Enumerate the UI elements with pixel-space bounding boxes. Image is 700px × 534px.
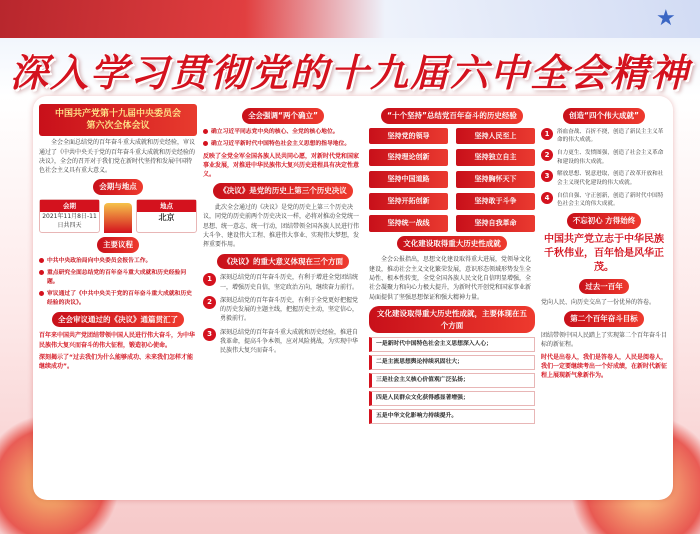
achievement-text: 解放思想、锐意进取，创造了改革开放和社会主义现代化建设的伟大成就。 [557,171,664,186]
persist-item: 坚持独立自主 [456,149,535,166]
column-experience [369,104,535,492]
resolution-point-1: 百年来中国共产党团结带领中国人民进行伟大奋斗，为中华民族伟大复兴而奋斗的伟大征程，锻造初心使命。 [39,332,196,349]
session-intro: 全会全面总结党的百年奋斗重大成就和历史经验，审议通过了《中共中央关于党的百年奋斗重大成就和历史经验的决议》，全会的召开对于我们党在新时代坚持和发展中国特色社会主义具有重大意义。 [39,139,196,175]
achievement-item [541,149,667,166]
ten-persist-grid [369,128,535,232]
significance-item [203,328,363,356]
podium-icon [104,203,132,233]
persist-item: 坚持统一战线 [369,215,448,232]
agenda-pill: 主要议程 [97,237,139,253]
culture-pill: 文化建设取得重大历史性成就 [397,236,507,252]
content-panel [33,96,673,500]
achievement-item [541,192,667,209]
number-badge: 2 [203,296,216,309]
aspect-item: 四是人民群众文化获得感显著增强； [369,391,535,406]
second-goal-text: 团结带领中国人民踏上了实现第二个百年奋斗目标的新征程。 [541,332,668,349]
number-badge: 1 [541,128,553,140]
second-goal-pill: 第二个百年奋斗目标 [564,311,644,327]
final-text: 时代是出卷人，我们是答卷人，人民是阅卷人，我们一定要继续考出一个好成绩，在新时代新征程上展现新气象新作为。 [541,353,668,380]
achievements-list [541,128,667,209]
establish-item: 确立习近平同志党中央的核心、全党的核心地位。 [203,128,363,137]
persist-item: 坚持敢于斗争 [456,193,535,210]
agenda-item: 审议通过了《中共中央关于党的百年奋斗重大成就和历史经验的决议》。 [39,290,197,308]
aspect-item: 二是主流思想舆论持续巩固壮大； [369,355,535,370]
persist-item: 坚持胸怀天下 [456,171,535,188]
two-establish-pill: 全会强调“两个确立” [242,108,324,124]
agenda-item: 中共中央政治局向中央委员会报告工作。 [39,257,197,266]
page-title: 深入学习贯彻党的十九届六中全会精神 [9,51,690,95]
establish-text: 反映了全党全军全国各族人民共同心愿，对新时代党和国家事业发展，对推进中华民族伟大复兴历史进程具有决定性意义。 [203,152,360,179]
top-decoration [0,0,700,38]
aspect-item: 三是社会主义核心价值观广泛弘扬； [369,373,535,388]
four-achievements-pill: 创造“四个伟大成就” [563,108,645,124]
meeting-info [39,199,197,233]
establish-list [203,128,363,149]
achievement-item [541,128,667,145]
persist-item: 坚持理论创新 [369,149,448,166]
significance-text: 深刻总结党的百年奋斗重大成就和历史经验，推进自我革命，提高斗争本领，应对风险挑战，为实现中华民族伟大复兴而奋斗。 [220,328,359,355]
significance-item [203,296,363,324]
persist-item: 坚持自我革命 [456,215,535,232]
agenda-list [39,257,197,308]
significance-text: 深刻总结党的百年奋斗历史，有利于增进全党团结统一，增强历史自信，坚定政治方向，继续奋力前行。 [220,274,359,291]
third-resolution-pill: 《决议》是党的历史上第三个历史决议 [213,183,353,199]
star-icon: ★ [656,6,676,31]
resolution-point-2: 深刻揭示了“过去我们为什么能够成功、未来我们怎样才能继续成功”。 [39,353,193,371]
original-aspiration-pill: 不忘初心 方得始终 [567,213,642,229]
number-badge: 4 [541,192,553,204]
number-badge: 3 [203,328,216,341]
place-value: 北京 [158,213,175,223]
time-box [39,199,100,233]
ten-persist-pill: “十个坚持”总结党百年奋斗的历史经验 [381,108,523,124]
column-session [39,104,197,492]
culture-text: 全会公报指出，思想文化建设取得重大进展，党领导文化建设，推动社会主义文化繁荣发展，意识形态领域形势发生全局性、根本性转变，全党全国各族人民文化自信明显增强，全社会凝聚力和向心力极大提升，为新时代开创党和国家事业新局面提供了坚强思想保证和强大精神力量。 [369,256,532,301]
column-resolution [203,104,363,492]
persist-item: 坚持党的领导 [369,128,448,145]
achievement-text: 自力更生、发愤图强，创造了社会主义革命和建设的伟大成就。 [557,149,664,165]
achievement-item [541,170,667,187]
five-aspects-list [369,337,535,424]
session-heading: 中国共产党第十九届中央委员会 第六次全体会议 [39,104,197,136]
significance-text: 深刻总结党的百年奋斗历史，有利于全党更好把握党的历史发展的主题主线，把握历史主动，坚定信心，勇毅前行。 [220,296,359,323]
time-value: 2021年11月8日-11日共四天 [42,213,97,230]
place-label: 地点 [137,200,196,212]
five-aspects-pill: 文化建设取得重大历史性成就，主要体现在五个方面 [369,306,535,333]
past-century-pill: 过去一百年 [579,279,629,295]
establish-item: 确立习近平新时代中国特色社会主义思想的指导地位。 [203,140,363,149]
aspect-item: 五是中华文化影响力持续提升。 [369,409,535,424]
achievement-text: 自信自强、守正创新，创造了新时代中国特色社会主义的伟大成就。 [557,192,664,208]
number-badge: 2 [541,149,553,161]
persist-item: 坚持人民至上 [456,128,535,145]
significance-list [203,273,363,355]
past-century-text: 党向人民、向历史交出了一份优异的答卷。 [541,299,656,307]
column-achievements [541,104,667,492]
persist-item: 坚持开拓创新 [369,193,448,210]
achievement-text: 浴血奋战、百折不挠，创造了新民主主义革命的伟大成就。 [557,128,664,144]
place-box [136,199,197,233]
number-badge: 3 [541,170,553,182]
persist-item: 坚持中国道路 [369,171,448,188]
third-resolution-text: 此次全会通过的《决议》是党的历史上第三个历史决议，同党的历史前两个历史决议一样，必将对推动全党统一思想、统一意志、统一行动，团结带领全国各族人民进行伟大斗争、建设伟大工程、推进伟大事业、实现伟大梦想，发挥重要作用。 [203,204,360,249]
agenda-item: 重点研究全面总结党的百年奋斗重大成就和历史经验问题。 [39,269,197,287]
time-label: 会期 [40,200,99,212]
number-badge: 1 [203,273,216,286]
significance-item [203,273,363,292]
resolution-pill: 全会审议通过的《决议》通篇贯汇了 [52,312,184,328]
meeting-pill: 会期与地点 [93,179,143,195]
aspect-item: 一是新时代中国特色社会主义思想深入人心； [369,337,535,352]
significance-pill: 《决议》的重大意义体现在三个方面 [217,254,349,270]
slogan-text: 中国共产党立志于中华民族千秋伟业，百年恰是风华正茂。 [544,233,664,273]
